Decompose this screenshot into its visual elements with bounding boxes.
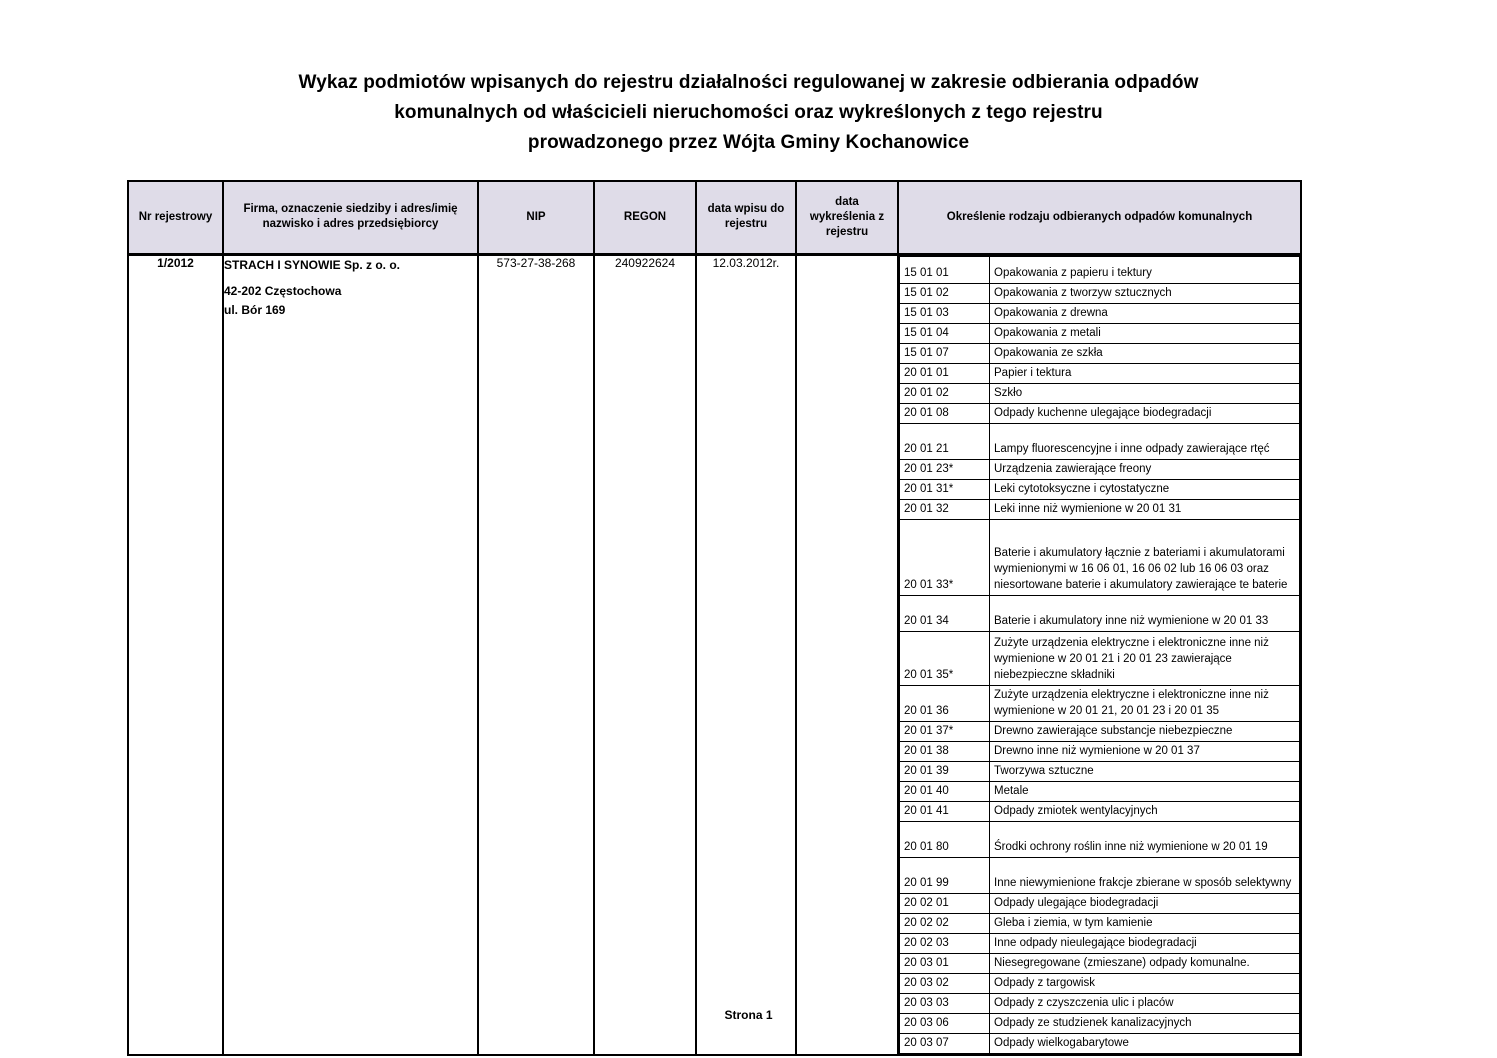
waste-row — [900, 933, 1300, 953]
waste-row — [900, 741, 1300, 761]
waste-code: 20 01 38 — [900, 741, 990, 761]
register-table — [127, 180, 1302, 1056]
table-header-row — [128, 181, 1301, 254]
waste-code: 20 01 23* — [900, 459, 990, 479]
waste-row — [900, 857, 1300, 893]
waste-row — [900, 801, 1300, 821]
waste-code: 20 01 01 — [900, 363, 990, 383]
col-header-regon: REGON — [594, 181, 696, 254]
waste-code: 20 03 06 — [900, 1013, 990, 1033]
cell-regon: 240922624 — [594, 254, 696, 1055]
waste-description: Odpady ulegające biodegradacji — [990, 893, 1300, 913]
cell-nip: 573-27-38-268 — [478, 254, 594, 1055]
waste-description: Tworzywa sztuczne — [990, 761, 1300, 781]
cell-data-wpisu: 12.03.2012r. — [696, 254, 796, 1055]
waste-description: Lampy fluorescencyjne i inne odpady zawierające rtęć — [990, 423, 1300, 459]
waste-description: Gleba i ziemia, w tym kamienie — [990, 913, 1300, 933]
waste-code: 15 01 03 — [900, 303, 990, 323]
page-number: Strona 1 — [724, 1008, 773, 1022]
waste-description: Papier i tektura — [990, 363, 1300, 383]
waste-description: Inne odpady nieulegające biodegradacji — [990, 933, 1300, 953]
waste-description: Drewno zawierające substancje niebezpieczne — [990, 721, 1300, 741]
waste-code: 20 02 01 — [900, 893, 990, 913]
col-header-firma: Firma, oznaczenie siedziby i adres/imię nazwisko i adres przedsiębiorcy — [223, 181, 478, 254]
waste-description: Drewno inne niż wymienione w 20 01 37 — [990, 741, 1300, 761]
title-line-3: prowadzonego przez Wójta Gminy Kochanowice — [527, 132, 970, 153]
company-street: ul. Bór 169 — [224, 302, 286, 317]
waste-row — [900, 781, 1300, 801]
waste-description: Baterie i akumulatory łącznie z bateriami i akumulatorami wymienionymi w 16 06 01, 16 06 02 lub 16 06 03 oraz niesortowane baterie i akumulatory zawierające te baterie — [990, 519, 1300, 595]
waste-description: Leki inne niż wymienione w 20 01 31 — [990, 499, 1300, 519]
waste-description: Opakowania z drewna — [990, 303, 1300, 323]
waste-description: Leki cytotoksyczne i cytostatyczne — [990, 479, 1300, 499]
waste-description: Zużyte urządzenia elektryczne i elektroniczne inne niż wymienione w 20 01 21, 20 01 23 i 20 01 35 — [990, 685, 1300, 721]
waste-description: Zużyte urządzenia elektryczne i elektroniczne inne niż wymienione w 20 01 21 i 20 01 23 zawierające niebezpieczne składniki — [990, 631, 1300, 685]
waste-description: Urządzenia zawierające freony — [990, 459, 1300, 479]
waste-row — [900, 383, 1300, 403]
waste-code: 20 01 31* — [900, 479, 990, 499]
document-title — [0, 68, 1497, 158]
waste-code: 20 01 37* — [900, 721, 990, 741]
waste-code: 20 01 33* — [900, 519, 990, 595]
waste-description: Odpady ze studzienek kanalizacyjnych — [990, 1013, 1300, 1033]
waste-row — [900, 973, 1300, 993]
waste-row — [900, 283, 1300, 303]
waste-code: 20 01 80 — [900, 821, 990, 857]
waste-code: 15 01 07 — [900, 343, 990, 363]
waste-code: 20 01 21 — [900, 423, 990, 459]
waste-row — [900, 1033, 1300, 1053]
col-header-nr-rejestrowy: Nr rejestrowy — [128, 181, 223, 254]
cell-nr-rejestrowy: 1/2012 — [128, 254, 223, 1055]
waste-description: Odpady wielkogabarytowe — [990, 1033, 1300, 1053]
waste-row — [900, 685, 1300, 721]
waste-description: Odpady z targowisk — [990, 973, 1300, 993]
waste-code: 20 02 02 — [900, 913, 990, 933]
waste-description: Inne niewymienione frakcje zbierane w sposób selektywny — [990, 857, 1300, 893]
waste-description: Metale — [990, 781, 1300, 801]
waste-code: 20 03 07 — [900, 1033, 990, 1053]
waste-code: 20 02 03 — [900, 933, 990, 953]
cell-firma — [223, 254, 478, 1055]
waste-code: 20 01 40 — [900, 781, 990, 801]
waste-row — [900, 499, 1300, 519]
waste-description: Opakowania z metali — [990, 323, 1300, 343]
waste-row — [900, 423, 1300, 459]
cell-data-wykreslenia — [796, 254, 898, 1055]
waste-row — [900, 479, 1300, 499]
waste-code: 20 01 99 — [900, 857, 990, 893]
waste-code: 20 03 01 — [900, 953, 990, 973]
waste-description: Baterie i akumulatory inne niż wymienione w 20 01 33 — [990, 595, 1300, 631]
waste-codes-table — [899, 256, 1300, 1054]
title-line-2: komunalnych od właścicieli nieruchomości oraz wykreślonych z tego rejestru — [394, 102, 1103, 123]
waste-row — [900, 821, 1300, 857]
waste-code: 15 01 01 — [900, 256, 990, 283]
company-name: STRACH I SYNOWIE Sp. z o. o. — [224, 257, 401, 272]
waste-code: 20 01 39 — [900, 761, 990, 781]
col-header-nip: NIP — [478, 181, 594, 254]
waste-description: Niesegregowane (zmieszane) odpady komunalne. — [990, 953, 1300, 973]
waste-row — [900, 323, 1300, 343]
waste-code: 20 01 34 — [900, 595, 990, 631]
waste-code: 20 01 41 — [900, 801, 990, 821]
waste-code: 20 01 02 — [900, 383, 990, 403]
waste-row — [900, 363, 1300, 383]
company-city: 42-202 Częstochowa — [224, 283, 342, 298]
waste-description: Opakowania z papieru i tektury — [990, 256, 1300, 283]
waste-row — [900, 343, 1300, 363]
waste-description: Szkło — [990, 383, 1300, 403]
register-entry-row — [128, 254, 1301, 1055]
waste-row — [900, 256, 1300, 283]
waste-description: Odpady zmiotek wentylacyjnych — [990, 801, 1300, 821]
waste-row — [900, 303, 1300, 323]
col-header-rodzaj-odpadow: Określenie rodzaju odbieranych odpadów komunalnych — [898, 181, 1301, 254]
waste-row — [900, 519, 1300, 595]
waste-row — [900, 893, 1300, 913]
waste-code: 15 01 04 — [900, 323, 990, 343]
waste-code: 20 01 08 — [900, 403, 990, 423]
waste-row — [900, 913, 1300, 933]
waste-code: 15 01 02 — [900, 283, 990, 303]
waste-code: 20 01 35* — [900, 631, 990, 685]
col-header-data-wpisu: data wpisu do rejestru — [696, 181, 796, 254]
waste-row — [900, 631, 1300, 685]
waste-description: Opakowania ze szkła — [990, 343, 1300, 363]
waste-description: Odpady z czyszczenia ulic i placów — [990, 993, 1300, 1013]
waste-code: 20 03 03 — [900, 993, 990, 1013]
waste-row — [900, 595, 1300, 631]
waste-row — [900, 761, 1300, 781]
waste-row — [900, 721, 1300, 741]
waste-code: 20 01 36 — [900, 685, 990, 721]
waste-row — [900, 953, 1300, 973]
waste-description: Odpady kuchenne ulegające biodegradacji — [990, 403, 1300, 423]
waste-row — [900, 459, 1300, 479]
waste-code: 20 01 32 — [900, 499, 990, 519]
title-line-1: Wykaz podmiotów wpisanych do rejestru działalności regulowanej w zakresie odbierania odpadów — [298, 72, 1199, 93]
waste-code: 20 03 02 — [900, 973, 990, 993]
waste-description: Środki ochrony roślin inne niż wymienione w 20 01 19 — [990, 821, 1300, 857]
waste-row — [900, 403, 1300, 423]
cell-odpady — [898, 254, 1301, 1055]
waste-description: Opakowania z tworzyw sztucznych — [990, 283, 1300, 303]
col-header-data-wykreslenia: data wykreślenia z rejestru — [796, 181, 898, 254]
